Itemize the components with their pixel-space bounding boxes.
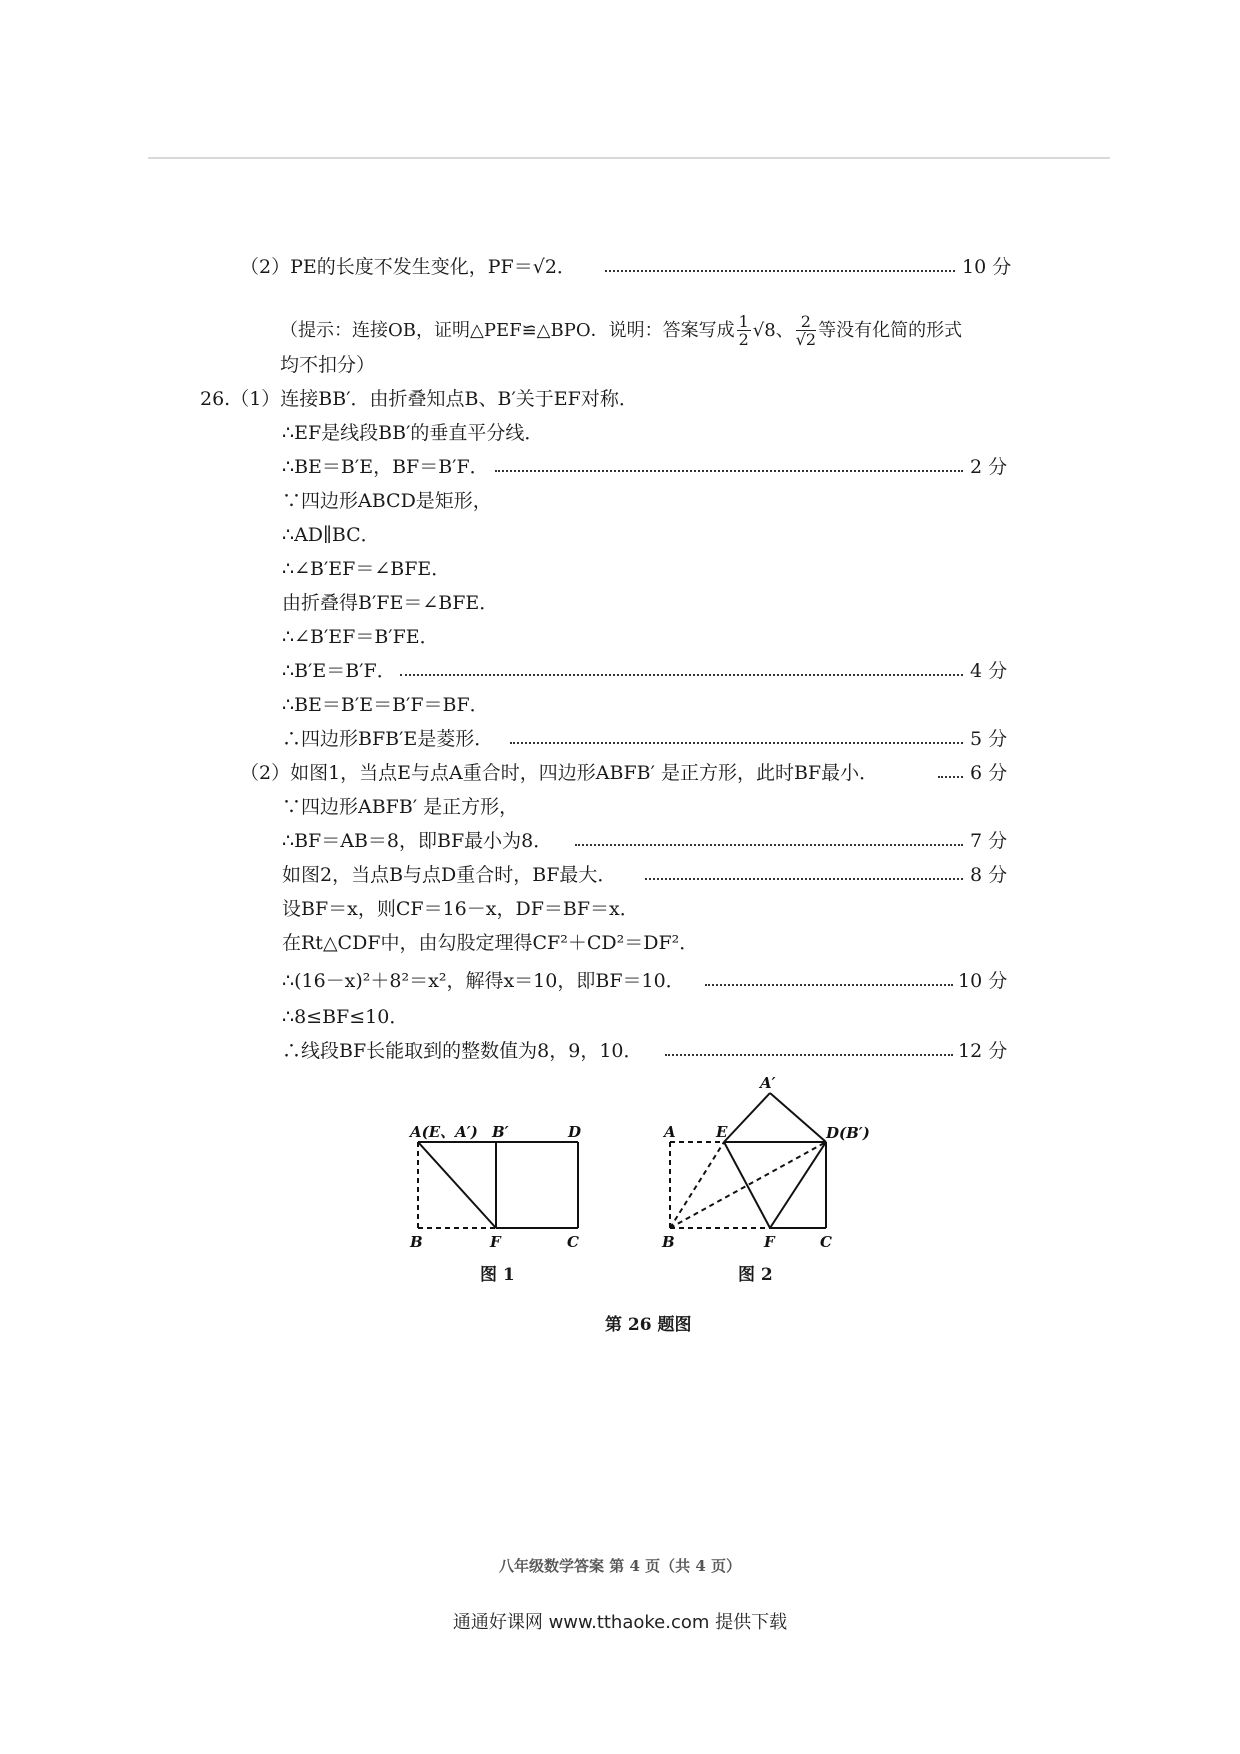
hint-text-start: （提示：连接OB，证明△PEF≌△BPO．说明：答案写成 — [280, 320, 735, 341]
segment-FD — [770, 1142, 826, 1228]
label-B: B — [662, 1233, 675, 1251]
label-A-E-A1: A(E、A′) — [410, 1123, 478, 1141]
fraction-half — [737, 314, 751, 348]
segment-AF — [418, 1142, 496, 1228]
dotted-leader — [938, 776, 963, 778]
figure-2-diagram — [670, 1093, 826, 1228]
label-D-B1: D(B′) — [826, 1124, 870, 1142]
hint-text-mid: √8、 — [752, 320, 794, 341]
dotted-leader — [400, 674, 963, 676]
score-label: 10 分 — [962, 256, 1012, 278]
dotted-leader — [575, 844, 963, 846]
fraction-two-over-root2 — [796, 314, 816, 348]
figure-group-caption: 第 26 题图 — [605, 1315, 692, 1335]
question-header: 26.（1）连接BB′．由折叠知点B、B′关于EF对称． — [200, 388, 638, 410]
answer-line: ∴BE＝B′E，BF＝B′F． — [282, 456, 489, 478]
fraction-denominator: 2 — [738, 330, 749, 349]
answer-line: ∴∠B′EF＝∠BFE． — [282, 558, 451, 580]
answer-line: 均不扣分） — [280, 354, 376, 376]
answer-line: ∵四边形ABFB′ 是正方形， — [282, 796, 519, 818]
segment-EA1 — [724, 1093, 770, 1142]
figure-1-diagram — [418, 1142, 578, 1228]
answer-line: 设BF＝x，则CF＝16－x，DF＝BF＝x． — [282, 898, 639, 920]
dotted-leader — [510, 742, 963, 744]
label-C: C — [820, 1233, 832, 1251]
fraction-numerator: 1 — [738, 312, 749, 331]
answer-line: 在Rt△CDF中，由勾股定理得CF²＋CD²＝DF²． — [282, 932, 699, 954]
score-label: 5 分 — [970, 728, 1008, 750]
score-label: 6 分 — [970, 762, 1008, 784]
answer-line: （2）如图1，当点E与点A重合时，四边形ABFB′ 是正方形，此时BF最小． — [240, 762, 879, 784]
segment-EF — [724, 1142, 770, 1228]
top-divider — [148, 157, 1110, 159]
answer-line: ∴8≤BF≤10． — [282, 1006, 409, 1028]
hint-text-end: 等没有化简的形式 — [818, 320, 963, 341]
score-label: 12 分 — [958, 1040, 1008, 1062]
label-E: E — [716, 1123, 728, 1141]
label-D: D — [568, 1123, 582, 1141]
label-A: A — [664, 1123, 676, 1141]
dotted-leader — [495, 470, 963, 472]
label-F: F — [764, 1233, 775, 1251]
answer-line: ∴BF＝AB＝8，即BF最小为8． — [282, 830, 553, 852]
dotted-leader — [605, 270, 955, 272]
score-label: 10 分 — [958, 970, 1008, 992]
figure-2-caption: 图 2 — [738, 1265, 773, 1285]
segment-A1D — [770, 1093, 826, 1142]
answer-line: ∴四边形BFB′E是菱形． — [282, 728, 494, 750]
answer-line: ∵四边形ABCD是矩形， — [282, 490, 492, 512]
label-F: F — [490, 1233, 501, 1251]
fraction-denominator: √2 — [795, 330, 817, 349]
label-B1: B′ — [492, 1123, 509, 1141]
score-label: 8 分 — [970, 864, 1008, 886]
answer-line: ∴B′E＝B′F． — [282, 660, 396, 682]
label-C: C — [567, 1233, 579, 1251]
answer-line: ∴AD∥BC． — [282, 524, 380, 546]
label-A1: A′ — [760, 1074, 776, 1092]
figures-svg — [390, 1074, 870, 1275]
answer-line: 由折叠得B′FE＝∠BFE． — [282, 592, 499, 614]
dotted-leader — [645, 878, 963, 880]
answer-line: ∴EF是线段BB′的垂直平分线． — [282, 422, 544, 444]
page-footer: 八年级数学答案 第 4 页（共 4 页） — [499, 1557, 741, 1575]
label-B: B — [410, 1233, 423, 1251]
dotted-leader — [705, 984, 953, 986]
answer-line: ∴线段BF长能取到的整数值为8，9，10． — [282, 1040, 643, 1062]
answer-line: ∴∠B′EF＝B′FE． — [282, 626, 439, 648]
site-footer: 通通好课网 www.tthaoke.com 提供下载 — [452, 1612, 788, 1633]
score-label: 2 分 — [970, 456, 1008, 478]
answer-line: ∴BE＝B′E＝B′F＝BF． — [282, 694, 489, 716]
hint-line — [280, 303, 962, 359]
fraction-numerator: 2 — [796, 314, 816, 331]
score-label: 4 分 — [970, 660, 1008, 682]
dotted-leader — [665, 1054, 953, 1056]
answer-line: 如图2，当点B与点D重合时，BF最大． — [282, 864, 617, 886]
score-label: 7 分 — [970, 830, 1008, 852]
answer-line: （2）PE的长度不发生变化，PF＝√2． — [240, 256, 576, 278]
segment-BE — [670, 1142, 724, 1228]
answer-line: ∴(16－x)²＋8²＝x²，解得x＝10，即BF＝10． — [282, 970, 685, 992]
figure-1-caption: 图 1 — [480, 1265, 515, 1285]
